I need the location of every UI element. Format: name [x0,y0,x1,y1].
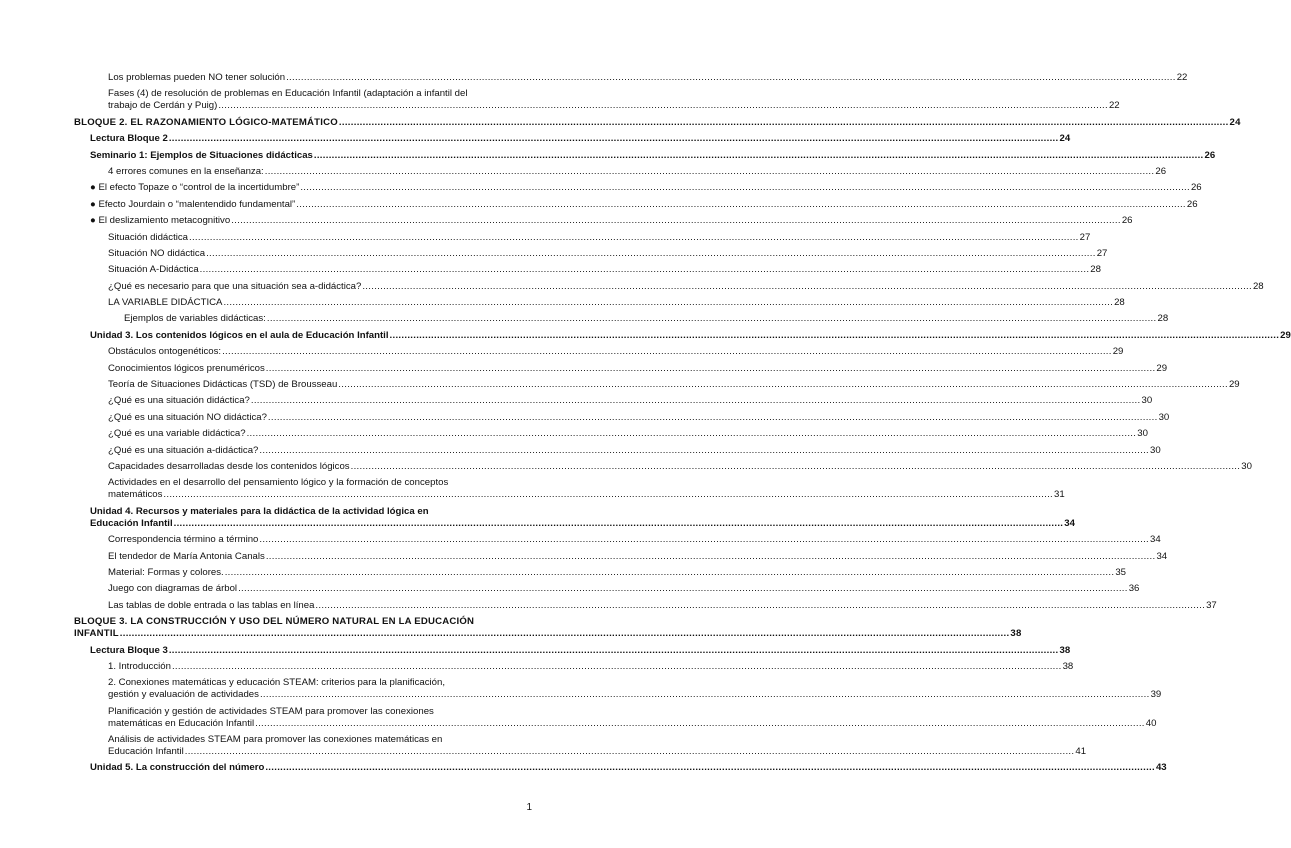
dot-leader: ............................................................................................................................................................................................................................................................................................................ [184,746,1075,758]
toc-entry-text: LA VARIABLE DIDÁCTICA [108,297,223,309]
toc-entry[interactable] [108,264,1101,276]
toc-entry-text: 1. Introducción [108,660,171,672]
toc-entry-text: BLOQUE 2. EL RAZONAMIENTO LÓGICO-MATEMÁTICO [74,116,338,128]
toc-entry[interactable] [108,583,1140,595]
toc-entry-text: BLOQUE 3. LA CONSTRUCCIÓN Y USO DEL NÚMERO NATURAL EN LA EDUCACIÓN [74,616,475,628]
toc-entry-text: Lectura Bloque 2 [90,133,168,145]
toc-entry[interactable] [108,231,1091,244]
toc-entry-page: 30 [1141,395,1153,407]
toc-entry[interactable] [108,428,1148,440]
toc-entry[interactable] [108,705,1157,730]
toc-entry[interactable] [108,550,1168,563]
toc-entry-text: Unidad 3. Los contenidos lógicos en el aula de Educación Infantil [90,329,389,341]
toc-entry-text: Capacidades desarrolladas desde los contenidos lógicos [108,460,350,472]
toc-entry-page: 22 [1176,72,1188,83]
toc-entry-page: 28 [1114,297,1125,309]
dot-leader: ............................................................................................................................................................................................................................................................................................................ [119,628,1010,640]
toc-entry-text: 2. Conexiones matemáticas y educación STEAM: criterios para la planificación, [108,677,446,689]
dot-leader: ............................................................................................................................................................................................................................................................................................................ [265,362,1156,374]
toc-entry-text: Material: Formas y colores. [108,566,224,578]
toc-entry-text: Situación NO didáctica [108,247,206,259]
dot-leader: ............................................................................................................................................................................................................................................................................................................ [223,297,1114,309]
toc-entry[interactable] [90,215,1133,227]
toc-entry-text: ¿Qué es una situación didáctica? [108,395,250,407]
toc-entry-text: ● Efecto Jourdain o “malentendido fundamental” [90,198,296,210]
dot-leader: ............................................................................................................................................................................................................................................................................................................ [264,165,1155,177]
toc-entry-page: 28 [1157,313,1169,325]
toc-entry-text: Teoría de Situaciones Didácticas (TSD) de Brousseau [108,379,338,391]
dot-leader: ............................................................................................................................................................................................................................................................................................................ [338,116,1229,128]
dot-leader: ............................................................................................................................................................................................................................................................................................................ [224,566,1115,578]
dot-leader: ............................................................................................................................................................................................................................................................................................................ [231,215,1121,227]
toc-entry-page: 29 [1280,329,1291,341]
dot-leader: ............................................................................................................................................................................................................................................................................................................ [300,182,1190,194]
toc-entry-text-continued: matemáticos [108,489,163,501]
table-of-contents [0,72,1291,779]
toc-entry-text: ¿Qué es necesario para que una situación sea a-didáctica? [108,280,362,292]
toc-entry-text: Unidad 4. Recursos y materiales para la didáctica de la actividad lógica en [90,505,429,517]
toc-entry-page: 38 [1010,628,1022,640]
toc-entry-page: 28 [1090,264,1101,276]
toc-entry-page: 40 [1145,717,1157,729]
dot-leader: ............................................................................................................................................................................................................................................................................................................ [362,280,1252,292]
toc-entry[interactable] [108,677,1162,701]
toc-entry-page: 26 [1186,198,1198,210]
toc-entry-text-continued: trabajo de Cerdán y Puig) [108,100,218,112]
dot-leader: ............................................................................................................................................................................................................................................................................................................ [206,247,1096,259]
toc-entry[interactable] [90,762,1167,774]
toc-entry[interactable] [108,411,1170,424]
toc-entry-page: 24 [1229,116,1241,128]
dot-leader: ............................................................................................................................................................................................................................................................................................................ [168,133,1059,145]
toc-entry-page: 26 [1190,182,1202,194]
toc-entry-text: ● El efecto Topaze o “control de la incertidumbre” [90,182,300,194]
toc-entry-page: 30 [1241,460,1252,472]
toc-entry-page: 24 [1059,133,1071,145]
toc-entry-text: Situación A-Didáctica [108,264,199,276]
dot-leader: ............................................................................................................................................................................................................................................................................................................ [259,444,1150,456]
toc-entry-page: 34 [1156,550,1168,562]
toc-entry[interactable] [90,329,1291,342]
toc-entry-page: 31 [1054,489,1065,501]
dot-leader: ............................................................................................................................................................................................................................................................................................................ [246,428,1137,440]
toc-entry-page: 35 [1115,566,1126,578]
dot-leader: ............................................................................................................................................................................................................................................................................................................ [389,329,1280,341]
toc-entry[interactable] [108,566,1126,579]
dot-leader: ............................................................................................................................................................................................................................................................................................................ [255,717,1145,729]
toc-entry[interactable] [108,444,1161,457]
toc-entry-text-continued: gestión y evaluación de actividades [108,689,259,701]
toc-entry-text: Conocimientos lógicos prenuméricos [108,362,265,374]
toc-entry-text: ¿Qué es una situación NO didáctica? [108,411,267,423]
dot-leader: ............................................................................................................................................................................................................................................................................................................ [350,460,1241,472]
toc-entry-text: Situación didáctica [108,231,188,243]
dot-leader: ............................................................................................................................................................................................................................................................................................................ [313,149,1204,161]
toc-entry[interactable] [90,505,1075,530]
dot-leader: ............................................................................................................................................................................................................................................................................................................ [222,346,1112,358]
toc-entry-page: 34 [1150,534,1161,546]
toc-entry-text: Fases (4) de resolución de problemas en Educación Infantil (adaptación a infantil del [108,88,468,100]
toc-entry-text-continued: Educación Infantil [90,517,173,529]
toc-entry-text: ● El deslizamiento metacognitivo [90,215,231,227]
toc-entry-text-continued: INFANTIL [74,628,119,640]
toc-entry-text: El tendedor de María Antonia Canals [108,550,265,562]
toc-entry[interactable] [108,534,1161,546]
dot-leader: ............................................................................................................................................................................................................................................................................................................ [168,644,1059,656]
toc-entry-page: 29 [1228,379,1240,391]
dot-leader: ............................................................................................................................................................................................................................................................................................................ [238,583,1128,595]
dot-leader: ............................................................................................................................................................................................................................................................................................................ [296,198,1186,210]
toc-entry-text: Unidad 5. La construcción del número [90,762,265,774]
toc-entry[interactable] [108,346,1124,358]
toc-entry-text: Las tablas de doble entrada o las tablas en línea [108,599,315,611]
toc-entry-page: 26 [1155,165,1167,177]
dot-leader: ............................................................................................................................................................................................................................................................................................................ [173,517,1064,529]
toc-entry-page: 27 [1079,231,1091,243]
toc-entry-text: Los problemas pueden NO tener solución [108,72,286,83]
toc-entry-page: 27 [1096,247,1108,259]
toc-entry-text: 4 errores comunes en la enseñanza: [108,165,264,177]
dot-leader: ............................................................................................................................................................................................................................................................................................................ [315,599,1206,611]
toc-entry[interactable] [90,644,1071,657]
toc-entry[interactable] [90,149,1216,162]
dot-leader: ............................................................................................................................................................................................................................................................................................................ [189,231,1079,243]
toc-entry-page: 38 [1062,660,1074,672]
toc-entry[interactable] [108,362,1168,375]
dot-leader: ............................................................................................................................................................................................................................................................................................................ [259,689,1150,701]
toc-entry[interactable] [90,133,1071,145]
dot-leader: ............................................................................................................................................................................................................................................................................................................ [266,313,1157,325]
toc-entry[interactable] [108,477,1065,501]
toc-entry-page: 41 [1075,746,1087,758]
toc-entry[interactable] [108,660,1074,673]
toc-entry-page: 28 [1252,280,1264,292]
dot-leader: ............................................................................................................................................................................................................................................................................................................ [163,489,1054,501]
dot-leader: ............................................................................................................................................................................................................................................................................................................ [259,534,1150,546]
dot-leader: ............................................................................................................................................................................................................................................................................................................ [267,411,1158,423]
toc-entry-page: 37 [1206,599,1217,611]
toc-entry-page: 34 [1064,517,1075,529]
toc-entry-text: Lectura Bloque 3 [90,644,168,656]
toc-entry-text: Seminario 1: Ejemplos de Situaciones didácticas [90,149,313,161]
toc-entry[interactable] [108,247,1108,260]
dot-leader: ............................................................................................................................................................................................................................................................................................................ [250,395,1141,407]
toc-entry-text: Ejemplos de variables didácticas: [124,313,266,325]
toc-entry[interactable] [108,379,1240,391]
toc-entry-text: Actividades en el desarrollo del pensamiento lógico y la formación de conceptos [108,477,449,489]
toc-entry-text: Juego con diagramas de árbol [108,583,238,595]
toc-entry-page: 29 [1156,362,1168,374]
toc-entry-page: 43 [1155,762,1167,774]
toc-entry-text-continued: Educación Infantil [108,746,184,758]
toc-entry-page: 30 [1150,444,1161,456]
toc-entry[interactable] [90,182,1202,194]
toc-entry-page: 29 [1112,346,1124,358]
dot-leader: ............................................................................................................................................................................................................................................................................................................ [199,264,1090,276]
toc-entry-page: 26 [1204,149,1216,161]
dot-leader: ............................................................................................................................................................................................................................................................................................................ [218,100,1108,112]
toc-entry[interactable] [74,116,1241,129]
toc-entry-text: Planificación y gestión de actividades STEAM para promover las conexiones [108,705,434,717]
toc-entry-page: 26 [1121,215,1133,227]
toc-entry[interactable] [108,734,1087,758]
toc-entry-text: Correspondencia término a término [108,534,259,546]
toc-entry-text: ¿Qué es una variable didáctica? [108,428,246,440]
toc-entry-text: Obstáculos ontogenéticos: [108,346,222,358]
toc-entry[interactable] [108,72,1188,84]
toc-entry-text: Análisis de actividades STEAM para promover las conexiones matemáticas en [108,734,443,746]
dot-leader: ............................................................................................................................................................................................................................................................................................................ [265,762,1155,774]
toc-entry-page: 22 [1108,100,1120,112]
toc-entry[interactable] [108,460,1252,473]
toc-entry[interactable] [108,88,1120,112]
toc-entry-page: 39 [1150,689,1162,701]
toc-entry-page: 36 [1128,583,1140,595]
toc-entry[interactable] [108,297,1125,309]
toc-entry-page: 38 [1059,644,1071,656]
page-number: 1 [526,802,532,813]
toc-entry[interactable] [108,395,1153,407]
dot-leader: ............................................................................................................................................................................................................................................................................................................ [338,379,1228,391]
toc-entry-text-continued: matemáticas en Educación Infantil [108,717,255,729]
dot-leader: ............................................................................................................................................................................................................................................................................................................ [171,660,1062,672]
toc-entry[interactable] [108,599,1217,612]
dot-leader: ............................................................................................................................................................................................................................................................................................................ [286,72,1176,83]
toc-entry[interactable] [108,165,1167,178]
toc-entry[interactable] [124,313,1169,325]
toc-entry[interactable] [108,280,1264,293]
toc-entry-text: ¿Qué es una situación a-didáctica? [108,444,259,456]
toc-entry[interactable] [90,198,1198,211]
toc-entry[interactable] [74,616,1022,640]
toc-entry-page: 30 [1137,428,1148,440]
dot-leader: ............................................................................................................................................................................................................................................................................................................ [265,550,1156,562]
toc-entry-page: 30 [1158,411,1170,423]
